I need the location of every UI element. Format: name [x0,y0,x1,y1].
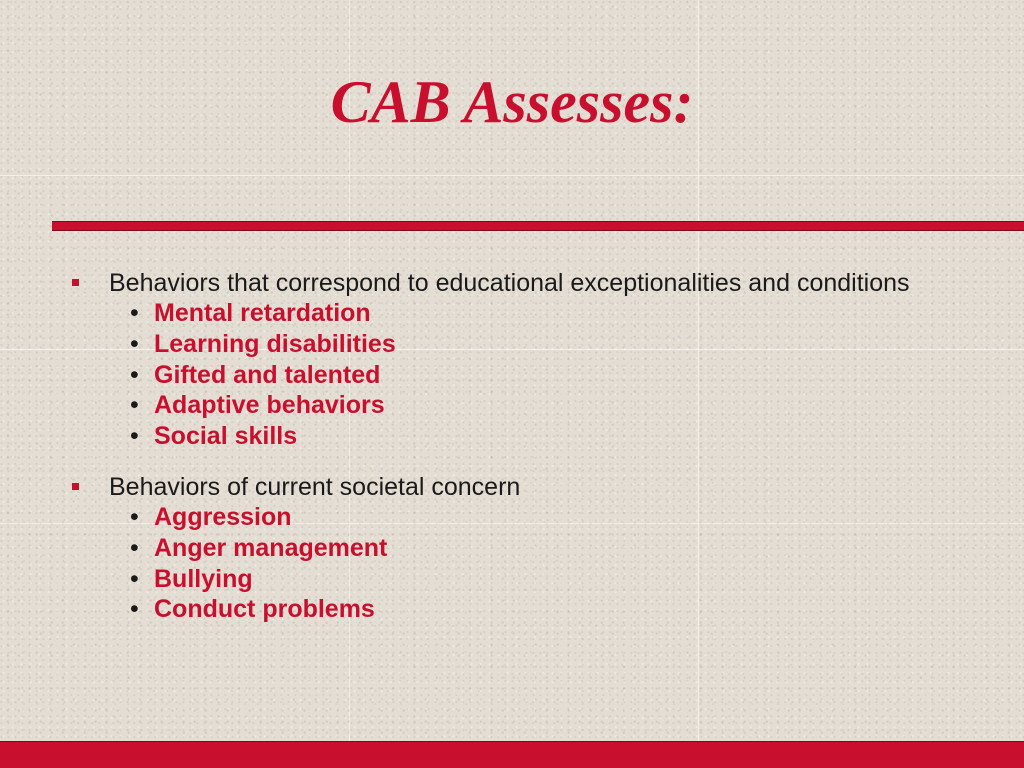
square-bullet-icon [72,279,79,286]
sub-bullet-text: Aggression [154,502,292,531]
sub-bullet-item [109,298,952,329]
dot-bullet-icon: • [130,422,139,451]
dot-bullet-icon: • [130,533,139,562]
sub-bullet-item [109,533,952,564]
main-bullet-text: Behaviors that correspond to educational exceptionalities and conditions [109,269,910,297]
dot-bullet-icon: • [130,595,139,624]
slide-content [72,268,952,625]
sub-bullet-list [109,502,952,625]
grid-line-horizontal [0,175,1024,176]
sub-bullet-text: Gifted and talented [154,360,381,389]
sub-bullet-text: Bullying [154,564,253,593]
main-bullet-text: Behaviors of current societal concern [109,472,521,501]
bottom-accent-band [0,741,1024,768]
sub-bullet-item [109,390,952,421]
dot-bullet-icon: • [130,360,139,389]
dot-bullet-icon: • [130,329,139,358]
sub-bullet-item [109,502,952,533]
dot-bullet-icon: • [130,299,139,327]
title-divider [52,221,1024,231]
sub-bullet-item [109,360,952,391]
main-bullet-item [72,268,952,452]
sub-bullet-item [109,564,952,595]
sub-bullet-item [109,329,952,360]
sub-bullet-item [109,594,952,625]
dot-bullet-icon: • [130,502,139,531]
sub-bullet-text: Conduct problems [154,595,375,624]
dot-bullet-icon: • [130,391,139,420]
sub-bullet-list [109,298,952,452]
main-bullet-item [72,472,952,625]
dot-bullet-icon: • [130,564,139,593]
sub-bullet-text: Mental retardation [154,299,371,327]
sub-bullet-text: Anger management [154,533,388,562]
square-bullet-icon [72,483,79,490]
sub-bullet-item [109,421,952,452]
sub-bullet-text: Learning disabilities [154,329,396,358]
slide-title: CAB Assesses: [330,69,694,135]
sub-bullet-text: Social skills [154,422,298,451]
sub-bullet-text: Adaptive behaviors [154,391,385,420]
